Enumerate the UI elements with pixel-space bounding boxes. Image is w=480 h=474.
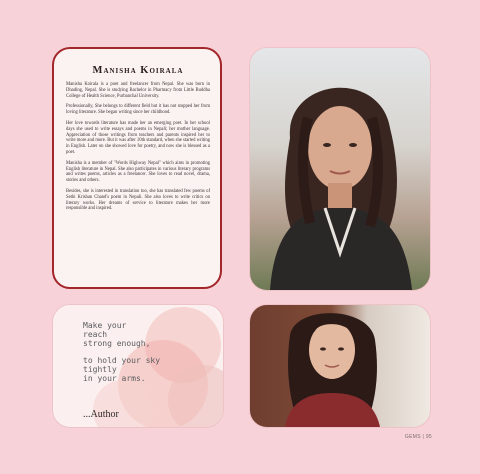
bio-paragraph: Besides, she is interested in translation too, she has translated few poems of Sethi Krishan Chand's poem in Nepali. She also loves to write critics on literary works. Her dreams of service to literature makes her more responsible and inspired.: [66, 188, 210, 212]
bio-paragraph: Manisha Koirala is a poet and freelancer from Nepal. She was born in Dhading, Nepal. She is studying Bachelor in Pharmacy from Little Buddha College of Health Science, Purbanchal University.: [66, 82, 210, 99]
second-portrait-illustration: [250, 305, 430, 427]
quote-line: Make your: [83, 321, 127, 330]
quote-text: [83, 321, 160, 383]
quote-card: [52, 304, 224, 428]
portrait-photo: [249, 47, 431, 291]
quote-line: reach: [83, 330, 108, 339]
bio-paragraph: Her love towards literature has made her an emerging poet. In her school days she used to write essays and poems in Nepali; her mother language. Appreciation of those writings from teachers and parents inspired her to write more and more. But it was after 10th standard, when she started writing in English. Later on she showed love for poetry, and now she is blessed as a poet.: [66, 120, 210, 155]
quote-author: ...Author: [83, 409, 119, 420]
quote-line: in your arms.: [83, 374, 146, 383]
page-number: GEMS | 95: [404, 434, 432, 440]
quote-line: strong enough,: [83, 339, 151, 348]
biography-card: [52, 47, 222, 289]
quote-line: tightly: [83, 365, 117, 374]
quote-line: to hold your sky: [83, 356, 161, 365]
second-portrait-photo: [249, 304, 431, 428]
portrait-illustration: [250, 48, 430, 290]
bio-paragraph: Manisha is a member of "Words Highway Nepal" which aims in promoting English literature in Nepal. She also participates in various literary programs and writes poems, articles as a freelancer. She loves to read novel, drama, stories and others.: [66, 160, 210, 184]
bio-paragraph: Professionally, She belongs to different field but it has not stopped her from loving literature. She began writing since her childhood.: [66, 104, 210, 116]
bio-title: Manisha Koirala: [92, 65, 184, 76]
